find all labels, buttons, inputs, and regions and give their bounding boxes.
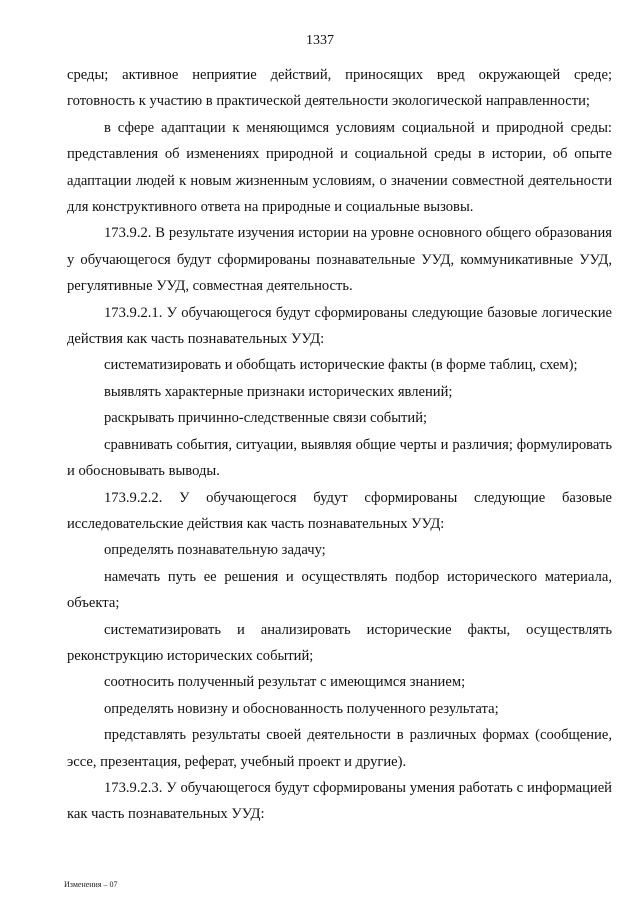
page-number: 1337	[306, 33, 334, 48]
footer-note: Изменения – 07	[64, 880, 118, 889]
paragraph-173-9-2-2: 173.9.2.2. У обучающегося будут сформированы следующие базовые исследовательские действия как часть познавательных УУД:	[67, 489, 612, 532]
list-item-novelty: определять новизну и обоснованность полученного результата;	[104, 700, 499, 717]
list-item-compare: сравнивать события, ситуации, выявляя общие черты и различия; формулировать и обосновывать выводы.	[67, 436, 612, 480]
list-item-systematize: систематизировать и обобщать исторические факты (в форме таблиц, схем);	[104, 357, 578, 374]
paragraph-173-9-2-1: 173.9.2.1. У обучающегося будут сформированы следующие базовые логические действия как часть познавательных УУД:	[67, 304, 612, 348]
list-item-cause-effect: раскрывать причинно-следственные связи событий;	[104, 410, 428, 427]
list-item-present: представлять результаты своей деятельности в различных формах (сообщение, эссе, презентация, реферат, учебный проект и другие).	[67, 727, 612, 770]
list-item-correlate: соотносить полученный результат с имеющимся знанием;	[104, 674, 466, 691]
list-item-plan-path: намечать путь ее решения и осуществлять подбор исторического материала, объекта;	[67, 568, 612, 612]
paragraph-continuation: среды; активное неприятие действий, приносящих вред окружающей среде; готовность к участию в практической деятельности экологической направленности;	[67, 67, 612, 110]
list-item-define-task: определять познавательную задачу;	[104, 542, 326, 559]
paragraph-173-9-2-3: 173.9.2.3. У обучающегося будут сформированы умения работать с информацией как часть познавательных УУД:	[67, 779, 612, 823]
document-body	[67, 62, 612, 828]
paragraph-173-9-2: 173.9.2. В результате изучения истории на уровне основного общего образования у обучающегося будут сформированы познавательные УУД, коммуникативные УУД, регулятивные УУД, совместная деятельность.	[67, 225, 612, 295]
paragraph-adaptation: в сфере адаптации к меняющимся условиям социальной и природной среды: представления об изменениях природной и социальной среды в истории, об опыте адаптации людей к новым жизненным условиям, о значении совместной деятельности для конструктивного ответа на природные и социальные вызовы.	[67, 119, 612, 216]
list-item-identify: выявлять характерные признаки исторических явлений;	[104, 383, 453, 400]
list-item-analyze: систематизировать и анализировать исторические факты, осуществлять реконструкцию исторических событий;	[67, 621, 612, 664]
